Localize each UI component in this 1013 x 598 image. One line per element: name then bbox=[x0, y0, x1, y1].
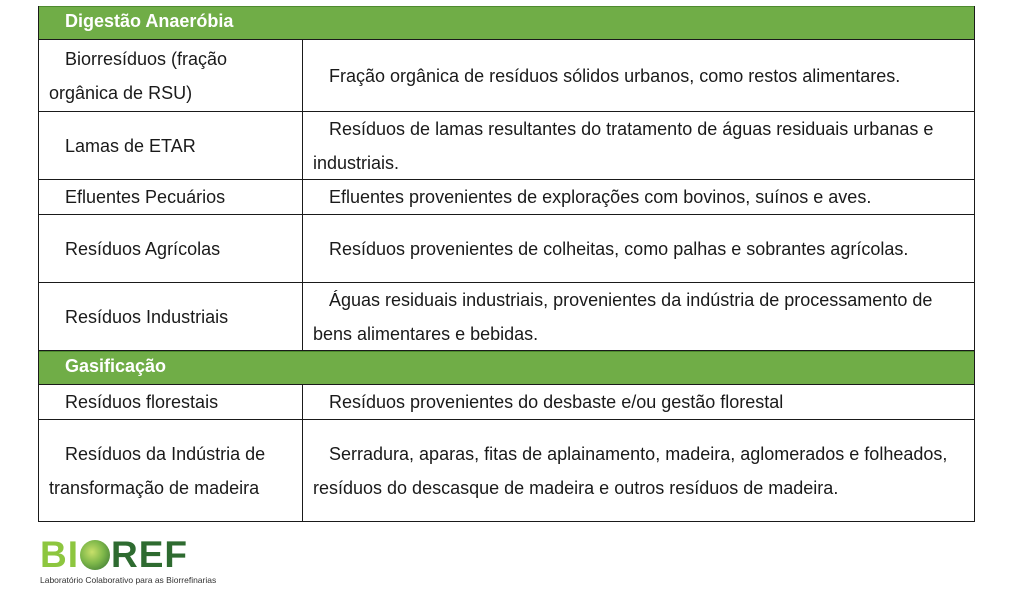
logo-part-bi: BI bbox=[40, 534, 79, 575]
description-cell bbox=[303, 112, 974, 179]
logo-subtitle: Laboratório Colaborativo para as Biorrefinarias bbox=[40, 575, 217, 585]
logo-wordmark bbox=[40, 534, 188, 576]
feedstock-cell bbox=[39, 180, 303, 214]
feedstock-label: Biorresíduos (fração orgânica de RSU) bbox=[49, 48, 228, 103]
feedstock-label: Efluentes Pecuários bbox=[65, 187, 226, 207]
biorref-logo bbox=[38, 534, 238, 590]
description-cell bbox=[303, 420, 974, 521]
table-row bbox=[39, 40, 974, 112]
description-cell bbox=[303, 215, 974, 282]
description-cell bbox=[303, 180, 974, 214]
feedstock-label: Resíduos florestais bbox=[65, 392, 219, 412]
feedstock-label: Resíduos Agrícolas bbox=[65, 238, 221, 259]
description-text: Serradura, aparas, fitas de aplainamento, madeira, aglomerados e folheados, resíduos do descasque de madeira e outros resíduos de madeira. bbox=[313, 443, 948, 498]
logo-part-ref: REF bbox=[111, 534, 188, 575]
table-row bbox=[39, 215, 974, 283]
table-row bbox=[39, 180, 974, 215]
description-cell bbox=[303, 40, 974, 111]
leaf-globe-icon bbox=[80, 540, 110, 570]
feedstock-cell bbox=[39, 385, 303, 419]
feedstock-cell bbox=[39, 420, 303, 521]
feedstock-cell bbox=[39, 215, 303, 282]
feedstock-label: Resíduos da Indústria de transformação de madeira bbox=[49, 443, 266, 498]
table-row bbox=[39, 283, 974, 351]
feedstock-cell bbox=[39, 112, 303, 179]
feedstock-label: Lamas de ETAR bbox=[65, 135, 196, 156]
description-cell bbox=[303, 283, 974, 350]
description-text: Resíduos provenientes do desbaste e/ou gestão florestal bbox=[329, 392, 784, 412]
section-header-digestao: Digestão Anaeróbia bbox=[39, 6, 974, 40]
description-cell bbox=[303, 385, 974, 419]
feedstock-cell bbox=[39, 40, 303, 111]
feedstock-label: Resíduos Industriais bbox=[65, 306, 229, 327]
feedstock-cell bbox=[39, 283, 303, 350]
description-text: Resíduos provenientes de colheitas, como palhas e sobrantes agrícolas. bbox=[329, 238, 909, 259]
table-row bbox=[39, 385, 974, 420]
description-text: Águas residuais industriais, provenientes da indústria de processamento de bens alimentares e bebidas. bbox=[313, 289, 933, 344]
table-row bbox=[39, 112, 974, 180]
feedstock-table bbox=[38, 6, 975, 522]
description-text: Efluentes provenientes de explorações com bovinos, suínos e aves. bbox=[329, 187, 872, 207]
description-text: Fração orgânica de resíduos sólidos urbanos, como restos alimentares. bbox=[329, 65, 901, 86]
description-text: Resíduos de lamas resultantes do tratamento de águas residuais urbanas e industriais. bbox=[313, 118, 934, 173]
section-header-gasificacao: Gasificação bbox=[39, 351, 974, 385]
table-row bbox=[39, 420, 974, 521]
